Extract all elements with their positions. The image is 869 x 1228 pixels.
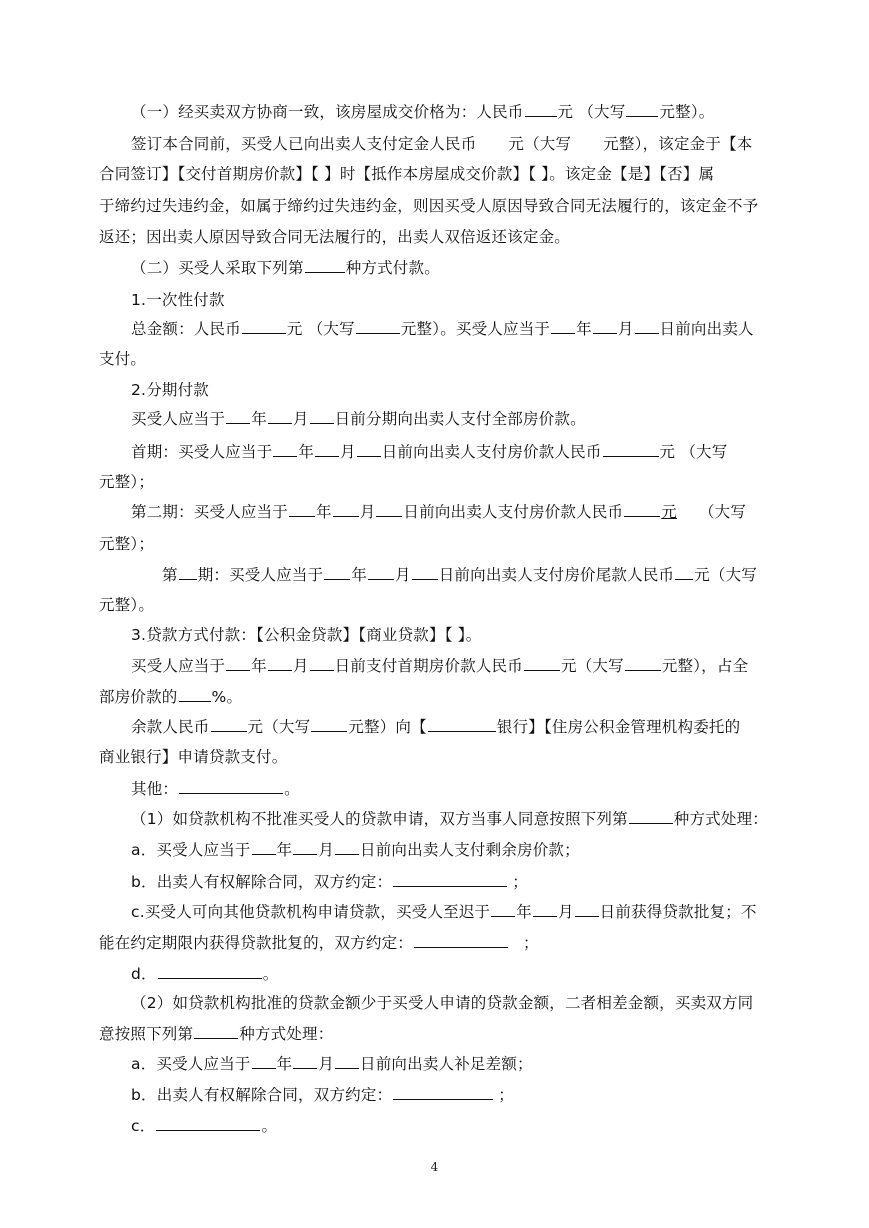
- loan-balance-text-4: 银行】【住房公积金管理机构委托的: [496, 718, 741, 736]
- approved-less-line-1: （2）如贷款机构批准的贷款金额少于买受人申请的贷款金额，二者相差金额，买卖双方同: [131, 994, 754, 1012]
- na-b-semicolon: ；: [512, 873, 528, 891]
- installment-day-blank: [310, 408, 334, 424]
- first-installment-text-3: 元 （大写: [659, 443, 728, 461]
- installment-year-label: 年: [251, 410, 267, 428]
- not-approved-option-blank: [629, 808, 673, 824]
- first-amount-blank: [603, 441, 659, 457]
- lump-sum-amount-blank: [242, 318, 286, 334]
- first-month-label: 月: [340, 443, 356, 461]
- price-clause: [131, 101, 715, 123]
- second-installment-line: [131, 501, 746, 523]
- loan-day-blank: [310, 655, 334, 671]
- al-a-day-blank: [335, 1053, 359, 1069]
- second-installment-text-2: 日前向出卖人支付房价款人民币: [403, 503, 624, 521]
- second-day-blank: [376, 501, 402, 517]
- installment-month-blank: [268, 408, 292, 424]
- second-month-label: 月: [359, 503, 376, 521]
- loan-line-4: 商业银行】申请贷款支付。: [99, 748, 288, 766]
- lump-sum-text: 总金额：人民币: [131, 320, 241, 338]
- loan-balance-text-2: 元（大写: [247, 718, 311, 736]
- na-a-text-2: 日前向出卖人支付剩余房价款；: [360, 841, 580, 859]
- loan-month-blank: [268, 655, 292, 671]
- payment-method-blank: [305, 257, 345, 273]
- na-c-agreement-blank: [414, 932, 508, 948]
- lump-sum-month-label: 月: [617, 320, 634, 338]
- na-c-month-blank: [533, 901, 557, 917]
- loan-line-2: [99, 686, 242, 708]
- na-a-year-label: 年: [276, 841, 293, 859]
- last-installment-text-2: 期：买受人应当于: [197, 566, 324, 584]
- al-text: 意按照下列第: [99, 1025, 194, 1043]
- loan-downpayment-blank: [524, 655, 560, 671]
- loan-other-label: 其他：: [131, 780, 179, 798]
- na-a-month-blank: [293, 839, 317, 855]
- deposit-line-2: 合同签订】【交付首期房价款】【 】时【抵作本房屋成交价款】【 】。该定金【是】【否】属: [99, 165, 715, 183]
- na-c-text-2: 日前获得贷款批复；不: [599, 903, 757, 921]
- na-a-day-blank: [335, 839, 359, 855]
- payment-method-text-2: 种方式付款。: [345, 259, 440, 277]
- deposit-line-1: [131, 133, 752, 155]
- al-c-blank: [156, 1115, 260, 1131]
- first-installment-line-2: 元整）；: [99, 473, 155, 491]
- lump-sum-day-blank: [635, 318, 659, 334]
- al-c-period: 。: [261, 1117, 278, 1135]
- na-c-semicolon: ；: [523, 934, 539, 952]
- al-a-month-blank: [293, 1053, 317, 1069]
- approved-less-option-c: [131, 1115, 277, 1137]
- second-year-label: 年: [316, 503, 332, 521]
- last-year-blank: [324, 564, 350, 580]
- lump-sum-year-label: 年: [576, 320, 592, 338]
- loan-other-line: [131, 778, 300, 800]
- installment-year-blank: [226, 408, 250, 424]
- not-approved-option-b: [131, 871, 528, 893]
- lump-sum-text-4: 日前向出卖人: [659, 320, 754, 338]
- last-month-blank: [368, 564, 394, 580]
- price-caps-blank: [626, 101, 658, 117]
- al-b-text: b．出卖人有权解除合同，双方约定：: [131, 1086, 393, 1104]
- lump-sum-line-2: 支付。: [99, 350, 147, 368]
- loan-percent-text: 部房价款的: [99, 688, 178, 706]
- loan-bank-blank: [428, 716, 496, 732]
- na-a-text: a．买受人应当于: [131, 841, 251, 859]
- lump-sum-line-1: [131, 318, 754, 340]
- first-year-blank: [273, 441, 297, 457]
- not-approved-text-2: 种方式处理：: [673, 810, 768, 828]
- lump-sum-year-blank: [551, 318, 575, 334]
- not-approved-option-c-2: [99, 932, 539, 954]
- page-number: 4: [430, 1160, 439, 1174]
- lump-sum-text-3: 元整）。买受人应当于: [400, 320, 551, 338]
- installment-month-label: 月: [292, 410, 309, 428]
- loan-other-blank: [179, 778, 283, 794]
- lump-sum-text-2: 元 （大写: [286, 320, 355, 338]
- loan-text-4: 元整），占全: [661, 657, 749, 675]
- loan-text: 买受人应当于: [131, 657, 226, 675]
- loan-other-period: 。: [284, 780, 300, 798]
- second-year-blank: [289, 501, 315, 517]
- deposit-text-2: 元（大写: [508, 135, 572, 153]
- loan-text-3: 元（大写: [561, 657, 624, 675]
- na-d-blank: [158, 963, 262, 979]
- al-b-blank: [393, 1084, 493, 1100]
- first-installment-text-2: 日前向出卖人支付房价款人民币: [381, 443, 602, 461]
- last-installment-text-4: 元（大写: [694, 566, 758, 584]
- not-approved-option-c: [131, 901, 757, 923]
- approved-less-line-2: [99, 1023, 333, 1045]
- loan-percent-sign: %。: [211, 688, 243, 706]
- al-a-text: a．买受人应当于: [131, 1055, 251, 1073]
- last-period-blank: [179, 564, 197, 580]
- price-text-3: 元整）。: [659, 103, 715, 121]
- last-amount-blank: [675, 564, 693, 580]
- loan-balance-text: 余款人民币: [131, 718, 210, 736]
- last-day-blank: [412, 564, 438, 580]
- lump-sum-month-blank: [593, 318, 617, 334]
- last-installment-text-3: 日前向出卖人支付房价尾款人民币: [438, 566, 675, 584]
- loan-text-2: 日前支付首期房价款人民币: [334, 657, 524, 675]
- deposit-text-3: 元整），该定金于【本: [603, 135, 753, 153]
- na-c-text-3: 能在约定期限内获得贷款批复的，双方约定：: [99, 934, 414, 952]
- loan-balance-caps-blank: [311, 716, 347, 732]
- payment-method-text: （二）买受人采取下列第: [131, 259, 304, 277]
- na-a-year-blank: [252, 839, 276, 855]
- installment-heading: 2.分期付款: [131, 381, 209, 399]
- not-approved-line: [131, 808, 768, 830]
- approved-less-option-a: [131, 1053, 533, 1075]
- first-month-blank: [315, 441, 339, 457]
- na-c-day-blank: [575, 901, 599, 917]
- payment-method-line: [131, 257, 440, 279]
- loan-year-label: 年: [251, 657, 267, 675]
- na-d-period: 。: [262, 965, 279, 983]
- last-month-label: 月: [395, 566, 411, 584]
- last-year-label: 年: [351, 566, 368, 584]
- loan-percent-blank: [179, 686, 211, 702]
- deposit-line-4: 返还；因出卖人原因导致合同无法履行的，出卖人双倍返还该定金。: [99, 228, 571, 246]
- loan-line-1: [131, 655, 748, 677]
- first-installment-text: 首期：买受人应当于: [131, 443, 273, 461]
- na-c-text: c.买受人可向其他贷款机构申请贷款，买受人至迟于: [131, 903, 491, 921]
- al-b-semicolon: ；: [498, 1086, 514, 1104]
- na-c-year-blank: [491, 901, 515, 917]
- price-blank: [525, 101, 557, 117]
- loan-balance-blank: [211, 716, 247, 732]
- na-c-year-label: 年: [516, 903, 532, 921]
- installment-text: 买受人应当于: [131, 410, 226, 428]
- na-d-label: d．: [131, 965, 157, 983]
- installment-text-2: 日前分期向出卖人支付全部房价款。: [334, 410, 586, 428]
- last-installment-text: 第: [162, 566, 178, 584]
- al-option-blank: [194, 1023, 238, 1039]
- second-yuan-label: 元: [661, 503, 677, 521]
- price-text-2: 元 （大写: [557, 103, 626, 121]
- last-installment-line: [162, 564, 757, 586]
- second-installment-line-2: 元整）；: [99, 535, 155, 553]
- loan-heading: 3.贷款方式付款：【公积金贷款】【商业贷款】【 】。: [131, 626, 482, 644]
- first-day-blank: [357, 441, 381, 457]
- al-a-year-blank: [252, 1053, 276, 1069]
- loan-downpayment-caps-blank: [625, 655, 661, 671]
- na-b-text: b．出卖人有权解除合同，双方约定：: [131, 873, 393, 891]
- al-text-2: 种方式处理：: [239, 1025, 334, 1043]
- second-installment-text-3: （大写: [698, 503, 747, 521]
- lump-sum-caps-blank: [356, 318, 400, 334]
- loan-line-3: [131, 716, 740, 738]
- loan-month-label: 月: [292, 657, 309, 675]
- al-a-text-2: 日前向出卖人补足差额；: [360, 1055, 533, 1073]
- na-b-blank: [393, 871, 507, 887]
- not-approved-option-d: [131, 963, 278, 985]
- al-a-month-label: 月: [318, 1055, 335, 1073]
- na-a-month-label: 月: [318, 841, 335, 859]
- second-amount-blank: [624, 501, 660, 517]
- not-approved-text: （1）如贷款机构不批准买受人的贷款申请，双方当事人同意按照下列第: [131, 810, 628, 828]
- na-c-month-label: 月: [557, 903, 574, 921]
- al-c-label: c．: [131, 1117, 156, 1135]
- approved-less-option-b: [131, 1084, 514, 1106]
- deposit-text: 签订本合同前，买受人已向出卖人支付定金人民币: [131, 135, 477, 153]
- loan-year-blank: [226, 655, 250, 671]
- loan-balance-text-3: 元整）向【: [348, 718, 427, 736]
- lump-sum-heading: 1.一次性付款: [131, 291, 225, 309]
- not-approved-option-a: [131, 839, 580, 861]
- first-year-label: 年: [298, 443, 315, 461]
- installment-line-1: [131, 408, 586, 430]
- deposit-line-3: 于缔约过失违约金，如属于缔约过失违约金，则因买受人原因导致合同无法履行的，该定金不予: [99, 197, 759, 215]
- second-installment-text: 第二期：买受人应当于: [131, 503, 289, 521]
- al-a-year-label: 年: [276, 1055, 293, 1073]
- price-text: （一）经买卖双方协商一致，该房屋成交价格为：人民币: [131, 103, 524, 121]
- last-installment-line-2: 元整）。: [99, 596, 155, 614]
- second-month-blank: [333, 501, 359, 517]
- first-installment-line: [131, 441, 727, 463]
